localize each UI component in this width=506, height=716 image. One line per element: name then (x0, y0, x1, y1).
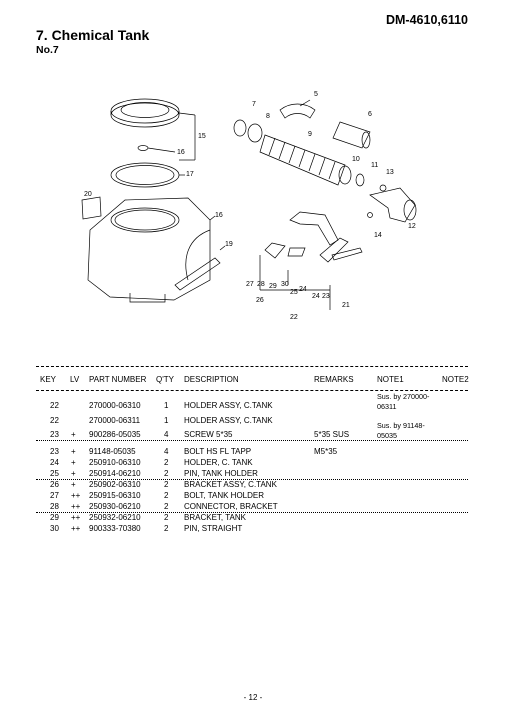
callout-24: 24 (299, 286, 307, 293)
cell-key: 29 (50, 513, 59, 522)
cell-part: 270000-06310 (89, 401, 141, 410)
callout-11: 11 (371, 162, 379, 169)
cell-part: 900333-70380 (89, 524, 141, 533)
cell-qty: 2 (164, 480, 169, 489)
callout-6: 6 (368, 111, 372, 118)
cell-key: 22 (50, 401, 59, 410)
cell-qty: 1 (164, 416, 169, 425)
cell-lv: + (71, 458, 76, 467)
cell-qty: 2 (164, 469, 169, 478)
callout-16b: 16 (215, 212, 223, 219)
callout-8: 8 (266, 113, 270, 120)
cell-part: 250914-06210 (89, 469, 141, 478)
cell-qty: 2 (164, 513, 169, 522)
cell-part: 900286-05035 (89, 430, 141, 439)
cell-lv: + (71, 480, 76, 489)
cell-part: 250902-06310 (89, 480, 141, 489)
cell-note1: Sus. by 91148- 05035 (377, 421, 425, 441)
cell-lv: + (71, 430, 76, 439)
cell-part: 250915-06310 (89, 491, 141, 500)
col-header-key: KEY (40, 375, 57, 384)
callout-24b: 24 (312, 293, 320, 300)
callout-29: 29 (269, 283, 277, 290)
callout-19: 19 (225, 241, 233, 248)
callout-16: 16 (177, 149, 185, 156)
callout-14: 14 (374, 232, 382, 239)
callout-12: 12 (408, 223, 416, 230)
page-number: - 12 - (243, 693, 263, 702)
cell-key: 30 (50, 524, 59, 533)
cell-qty: 1 (164, 401, 169, 410)
col-header-qty: Q'TY (156, 375, 174, 384)
cell-lv: + (71, 469, 76, 478)
callout-10: 10 (352, 156, 360, 163)
cell-lv: ++ (71, 502, 81, 511)
cell-qty: 4 (164, 430, 169, 439)
table-header-rule (36, 390, 468, 391)
row-group-divider (36, 440, 468, 441)
cell-desc: HOLDER ASSY, C.TANK (184, 401, 273, 410)
col-header-remarks: REMARKS (314, 375, 354, 384)
callout-5: 5 (314, 91, 318, 98)
cell-part: 270000-06311 (89, 416, 141, 425)
cell-part: 250930-06210 (89, 502, 141, 511)
cell-remarks: 5*35 SUS (314, 430, 350, 439)
cell-desc: BRACKET ASSY, C.TANK (184, 480, 277, 489)
cell-part: 91148-05035 (89, 447, 136, 456)
callout-15: 15 (198, 133, 206, 140)
section-number: No.7 (36, 44, 59, 56)
page-title: 7. Chemical Tank (36, 27, 150, 43)
cell-lv: ++ (71, 491, 81, 500)
cell-key: 24 (50, 458, 59, 467)
cell-key: 28 (50, 502, 59, 511)
cell-desc: BRACKET, TANK (184, 513, 246, 522)
callout-28: 28 (257, 281, 265, 288)
cell-remarks: M5*35 (314, 447, 338, 456)
cell-desc: PIN, STRAIGHT (184, 524, 243, 533)
cell-lv: ++ (71, 524, 81, 533)
cell-desc: HOLDER, C. TANK (184, 458, 253, 467)
cell-key: 23 (50, 430, 59, 439)
callout-20: 20 (84, 191, 92, 198)
cell-qty: 2 (164, 491, 169, 500)
cell-desc: HOLDER ASSY, C.TANK (184, 416, 273, 425)
cell-desc: PIN, TANK HOLDER (184, 469, 258, 478)
cell-key: 22 (50, 416, 59, 425)
callout-27: 27 (246, 281, 254, 288)
cell-desc: BOLT HS FL TAPP (184, 447, 252, 456)
table-top-rule (36, 366, 468, 367)
cell-desc: BOLT, TANK HOLDER (184, 491, 265, 500)
cell-lv: + (71, 447, 76, 456)
callout-17: 17 (186, 171, 194, 178)
cell-key: 23 (50, 447, 59, 456)
callout-25: 25 (290, 289, 298, 296)
callout-30: 30 (281, 281, 289, 288)
callout-23: 23 (322, 293, 330, 300)
callout-7: 7 (252, 101, 256, 108)
cell-qty: 2 (164, 524, 169, 533)
cell-qty: 4 (164, 447, 169, 456)
col-header-lv: LV (70, 375, 80, 384)
exploded-parts-diagram (70, 80, 450, 330)
callout-9: 9 (308, 131, 312, 138)
col-header-desc: DESCRIPTION (184, 375, 239, 384)
cell-part: 250910-06310 (89, 458, 141, 467)
col-header-note2: NOTE2 (442, 375, 469, 384)
model-number: DM-4610,6110 (385, 13, 468, 27)
cell-note1: Sus. by 270000- 06311 (377, 392, 430, 412)
callout-26: 26 (256, 297, 264, 304)
callout-21: 21 (342, 302, 350, 309)
cell-qty: 2 (164, 502, 169, 511)
cell-key: 26 (50, 480, 59, 489)
callout-13: 13 (386, 169, 394, 176)
cell-key: 27 (50, 491, 59, 500)
col-header-note1: NOTE1 (377, 375, 404, 384)
cell-desc: SCREW 5*35 (184, 430, 233, 439)
cell-desc: CONNECTOR, BRACKET (184, 502, 278, 511)
cell-part: 250932-06210 (89, 513, 141, 522)
cell-lv: ++ (71, 513, 81, 522)
cell-qty: 2 (164, 458, 169, 467)
cell-key: 25 (50, 469, 59, 478)
callout-22: 22 (290, 314, 298, 321)
col-header-part: PART NUMBER (89, 375, 147, 384)
